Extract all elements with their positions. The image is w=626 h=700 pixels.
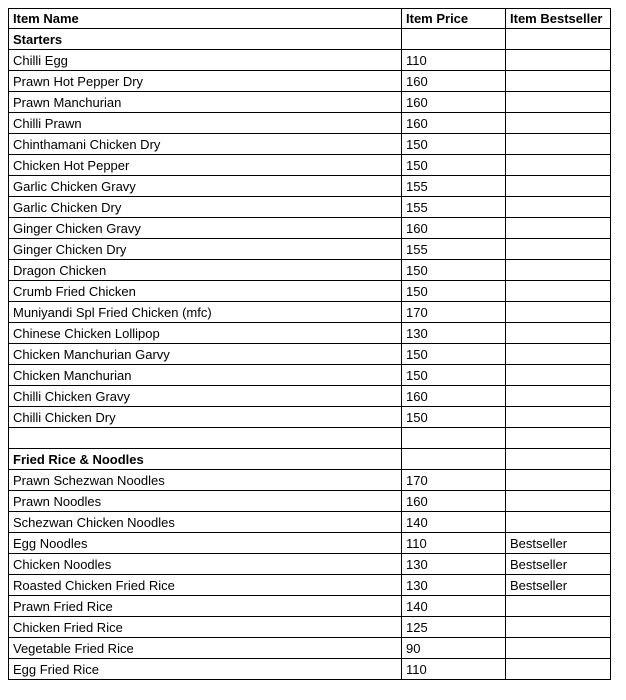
table-row: [9, 50, 611, 71]
table-row: [9, 323, 611, 344]
table-row: [9, 659, 611, 680]
table-row: [9, 134, 611, 155]
item-name-cell: Chicken Fried Rice: [9, 617, 402, 638]
table-row: [9, 638, 611, 659]
empty-cell: [402, 29, 506, 50]
section-header-row: [9, 29, 611, 50]
table-row: [9, 239, 611, 260]
item-price-cell: 160: [402, 113, 506, 134]
table-row: [9, 554, 611, 575]
item-bestseller-cell: [506, 92, 611, 113]
item-name-cell: Chicken Hot Pepper: [9, 155, 402, 176]
column-header-item-price: Item Price: [402, 9, 506, 29]
item-name-cell: Garlic Chicken Dry: [9, 197, 402, 218]
item-price-cell: 140: [402, 512, 506, 533]
header-row: [9, 9, 611, 29]
item-price-cell: 160: [402, 92, 506, 113]
table-row: [9, 596, 611, 617]
section-header-row: [9, 449, 611, 470]
item-bestseller-cell: [506, 281, 611, 302]
item-name-cell: Dragon Chicken: [9, 260, 402, 281]
table-row: [9, 260, 611, 281]
empty-cell: [506, 449, 611, 470]
table-row: [9, 386, 611, 407]
item-price-cell: 150: [402, 344, 506, 365]
item-name-cell: Egg Fried Rice: [9, 659, 402, 680]
item-bestseller-cell: [506, 239, 611, 260]
item-bestseller-cell: [506, 638, 611, 659]
item-bestseller-cell: [506, 617, 611, 638]
table-row: [9, 617, 611, 638]
item-name-cell: Prawn Schezwan Noodles: [9, 470, 402, 491]
item-name-cell: Crumb Fried Chicken: [9, 281, 402, 302]
menu-table: [8, 8, 611, 680]
item-name-cell: Chilli Egg: [9, 50, 402, 71]
item-name-cell: Vegetable Fried Rice: [9, 638, 402, 659]
item-name-cell: Chilli Chicken Dry: [9, 407, 402, 428]
item-price-cell: 150: [402, 155, 506, 176]
item-bestseller-cell: Bestseller: [506, 554, 611, 575]
empty-cell: [402, 428, 506, 449]
item-bestseller-cell: [506, 344, 611, 365]
column-header-item-name: Item Name: [9, 9, 402, 29]
item-name-cell: Prawn Noodles: [9, 491, 402, 512]
item-name-cell: Schezwan Chicken Noodles: [9, 512, 402, 533]
item-price-cell: 160: [402, 218, 506, 239]
item-name-cell: Chicken Manchurian: [9, 365, 402, 386]
table-row: [9, 92, 611, 113]
item-name-cell: Roasted Chicken Fried Rice: [9, 575, 402, 596]
table-row: [9, 302, 611, 323]
item-name-cell: Chicken Manchurian Garvy: [9, 344, 402, 365]
item-bestseller-cell: [506, 407, 611, 428]
section-title: Fried Rice & Noodles: [9, 449, 402, 470]
table-row: [9, 176, 611, 197]
item-price-cell: 130: [402, 554, 506, 575]
item-bestseller-cell: [506, 260, 611, 281]
table-row: [9, 533, 611, 554]
table-row: [9, 365, 611, 386]
item-name-cell: Chilli Chicken Gravy: [9, 386, 402, 407]
item-bestseller-cell: [506, 323, 611, 344]
item-price-cell: 170: [402, 470, 506, 491]
item-bestseller-cell: Bestseller: [506, 575, 611, 596]
item-price-cell: 160: [402, 386, 506, 407]
item-bestseller-cell: [506, 365, 611, 386]
item-name-cell: Ginger Chicken Gravy: [9, 218, 402, 239]
item-bestseller-cell: [506, 386, 611, 407]
item-price-cell: 110: [402, 659, 506, 680]
column-header-item-bestseller: Item Bestseller: [506, 9, 611, 29]
item-price-cell: 155: [402, 239, 506, 260]
item-name-cell: Chinthamani Chicken Dry: [9, 134, 402, 155]
table-row: [9, 470, 611, 491]
item-bestseller-cell: [506, 596, 611, 617]
item-price-cell: 150: [402, 365, 506, 386]
item-price-cell: 110: [402, 533, 506, 554]
empty-cell: [9, 428, 402, 449]
item-bestseller-cell: Bestseller: [506, 533, 611, 554]
table-row: [9, 344, 611, 365]
item-bestseller-cell: [506, 512, 611, 533]
table-row: [9, 155, 611, 176]
item-name-cell: Egg Noodles: [9, 533, 402, 554]
empty-cell: [402, 449, 506, 470]
item-bestseller-cell: [506, 470, 611, 491]
item-bestseller-cell: [506, 302, 611, 323]
empty-cell: [506, 428, 611, 449]
table-row: [9, 575, 611, 596]
item-bestseller-cell: [506, 155, 611, 176]
item-bestseller-cell: [506, 197, 611, 218]
table-row: [9, 113, 611, 134]
item-price-cell: 150: [402, 407, 506, 428]
menu-body: [9, 29, 611, 680]
item-price-cell: 155: [402, 176, 506, 197]
section-title: Starters: [9, 29, 402, 50]
item-bestseller-cell: [506, 71, 611, 92]
item-bestseller-cell: [506, 659, 611, 680]
item-price-cell: 155: [402, 197, 506, 218]
blank-row: [9, 428, 611, 449]
table-row: [9, 197, 611, 218]
item-price-cell: 150: [402, 281, 506, 302]
item-price-cell: 160: [402, 491, 506, 512]
item-bestseller-cell: [506, 50, 611, 71]
item-bestseller-cell: [506, 491, 611, 512]
item-name-cell: Ginger Chicken Dry: [9, 239, 402, 260]
item-name-cell: Chicken Noodles: [9, 554, 402, 575]
item-name-cell: Garlic Chicken Gravy: [9, 176, 402, 197]
item-price-cell: 160: [402, 71, 506, 92]
item-price-cell: 110: [402, 50, 506, 71]
table-row: [9, 218, 611, 239]
item-price-cell: 140: [402, 596, 506, 617]
table-row: [9, 71, 611, 92]
item-name-cell: Chilli Prawn: [9, 113, 402, 134]
table-row: [9, 281, 611, 302]
table-row: [9, 407, 611, 428]
item-name-cell: Chinese Chicken Lollipop: [9, 323, 402, 344]
item-price-cell: 150: [402, 260, 506, 281]
item-bestseller-cell: [506, 134, 611, 155]
item-name-cell: Prawn Manchurian: [9, 92, 402, 113]
item-name-cell: Prawn Hot Pepper Dry: [9, 71, 402, 92]
table-row: [9, 512, 611, 533]
item-name-cell: Muniyandi Spl Fried Chicken (mfc): [9, 302, 402, 323]
item-price-cell: 125: [402, 617, 506, 638]
item-price-cell: 170: [402, 302, 506, 323]
item-name-cell: Prawn Fried Rice: [9, 596, 402, 617]
item-bestseller-cell: [506, 176, 611, 197]
item-price-cell: 90: [402, 638, 506, 659]
item-bestseller-cell: [506, 113, 611, 134]
item-price-cell: 130: [402, 575, 506, 596]
table-row: [9, 491, 611, 512]
empty-cell: [506, 29, 611, 50]
item-bestseller-cell: [506, 218, 611, 239]
item-price-cell: 150: [402, 134, 506, 155]
item-price-cell: 130: [402, 323, 506, 344]
